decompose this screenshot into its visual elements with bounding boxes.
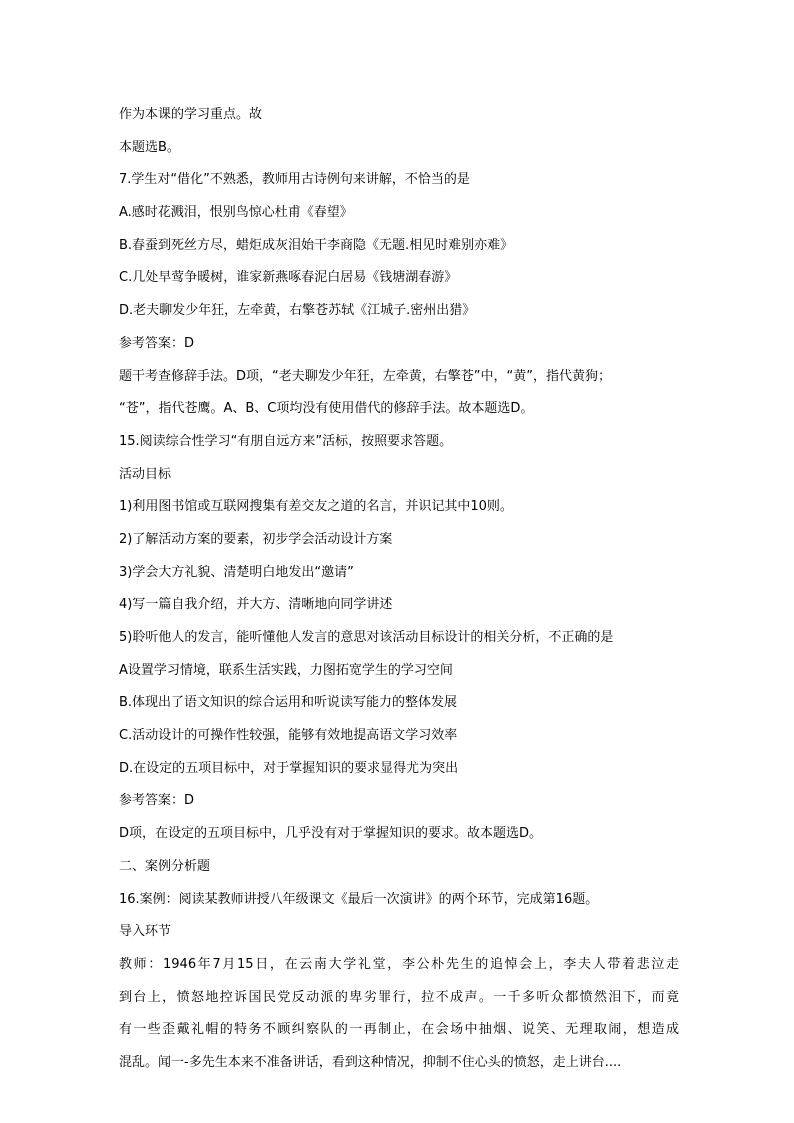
- activity-goal-1: 1)利用图书馆或互联网搜集有差交友之道的名言，并识记其中10则。: [119, 499, 513, 515]
- document-page: [119, 99, 679, 1080]
- intro-section-heading: 导入环节: [119, 924, 172, 940]
- activity-goal-5: 5)聆听他人的发言，能听懂他人发言的意思对该活动目标设计的相关分析，不正确的是: [119, 630, 614, 645]
- question-15-option-b: B.体现出了语文知识的综合运用和听说读写能力的整体发展: [119, 695, 458, 711]
- question-7-answer: 参考答案：D: [119, 335, 195, 351]
- question-15-answer: 参考答案：D: [119, 793, 195, 809]
- question-15-explanation: D项，在设定的五项目标中，几乎没有对于掌握知识的要求。故本题选D。: [119, 826, 543, 842]
- question-15-option-d: D.在设定的五项目标中，对于掌握知识的要求显得尤为突出: [119, 760, 459, 776]
- question-7-stem: 7.学生对“借化”不熟悉，教师用古诗例句来讲解，不恰当的是: [119, 172, 470, 188]
- question-15-stem: 15.阅读综合性学习“有朋自远方来”活标，按照要求答题。: [119, 433, 453, 449]
- question-7-option-c: C.几处早莺争暖树，谁家新燕啄春泥白居易《钱塘湖春游》: [119, 270, 458, 286]
- teacher-paragraph-line-2: 到台上，愤怒地控诉国民党反动派的卑劣罪行，拉不成声。一千多听众都愤然泪下，而竟: [119, 989, 679, 1005]
- question-7-option-a: A.感时花溅泪，恨别鸟惊心杜甫《春望》: [119, 205, 353, 221]
- activity-goal-3: 3)学会大方礼貌、清楚明白地发出“邀请”: [119, 564, 354, 580]
- question-7-option-d: D.老夫聊发少年狂，左牵黄，右擎苍苏轼《江城子.密州出猎》: [119, 303, 476, 319]
- text-line-1: 作为本课的学习重点。故: [119, 107, 263, 122]
- question-15-option-a: A设置学习情境，联系生活实践，力图拓宽学生的学习空间: [119, 662, 453, 678]
- teacher-paragraph-line-3: 有一些歪戴礼帽的特务不顾纠察队的一再制止，在会场中抽烟、说笑、无理取闹，想造成: [119, 1022, 679, 1038]
- text-line-2: 本题选B。: [119, 139, 180, 155]
- question-7-option-b: B.春蚕到死丝方尽，蜡炬成灰泪始干李商隐《无题.相见时难别亦难》: [119, 237, 514, 253]
- question-7-explanation-2: “苍”，指代苍鹰。A、B、C项均没有使用借代的修辞手法。故本题选D。: [119, 401, 534, 417]
- activity-goals-heading: 活动目标: [119, 466, 172, 482]
- activity-goal-2: 2)了解活动方案的要素，初步学会活动设计方案: [119, 531, 393, 547]
- question-15-option-c: C.活动设计的可操作性较强，能够有效地提高语文学习效率: [119, 728, 458, 744]
- teacher-paragraph-line-4: 混乱。闻一-多先生本来不准备讲话，看到这种情况，抑制不住心头的愤怒，走上讲台....: [119, 1054, 622, 1070]
- question-16-stem: 16.案例：阅读某教师讲授八年级课文《最后一次演讲》的两个环节，完成第16题。: [119, 891, 599, 907]
- teacher-paragraph-line-1: 教师：1946年7月15日，在云南大学礼堂，李公朴先生的追悼会上，李夫人带着悲泣走: [119, 956, 679, 972]
- section-heading-case-analysis: 二、案例分析题: [119, 858, 211, 874]
- activity-goal-4: 4)写一篇自我介绍，并大方、清晰地向同学讲述: [119, 597, 393, 613]
- question-7-explanation-1: 题干考查修辞手法。D项，“老夫聊发少年狂，左牵黄，右擎苍”中，“黄”，指代黄狗；: [119, 368, 611, 384]
